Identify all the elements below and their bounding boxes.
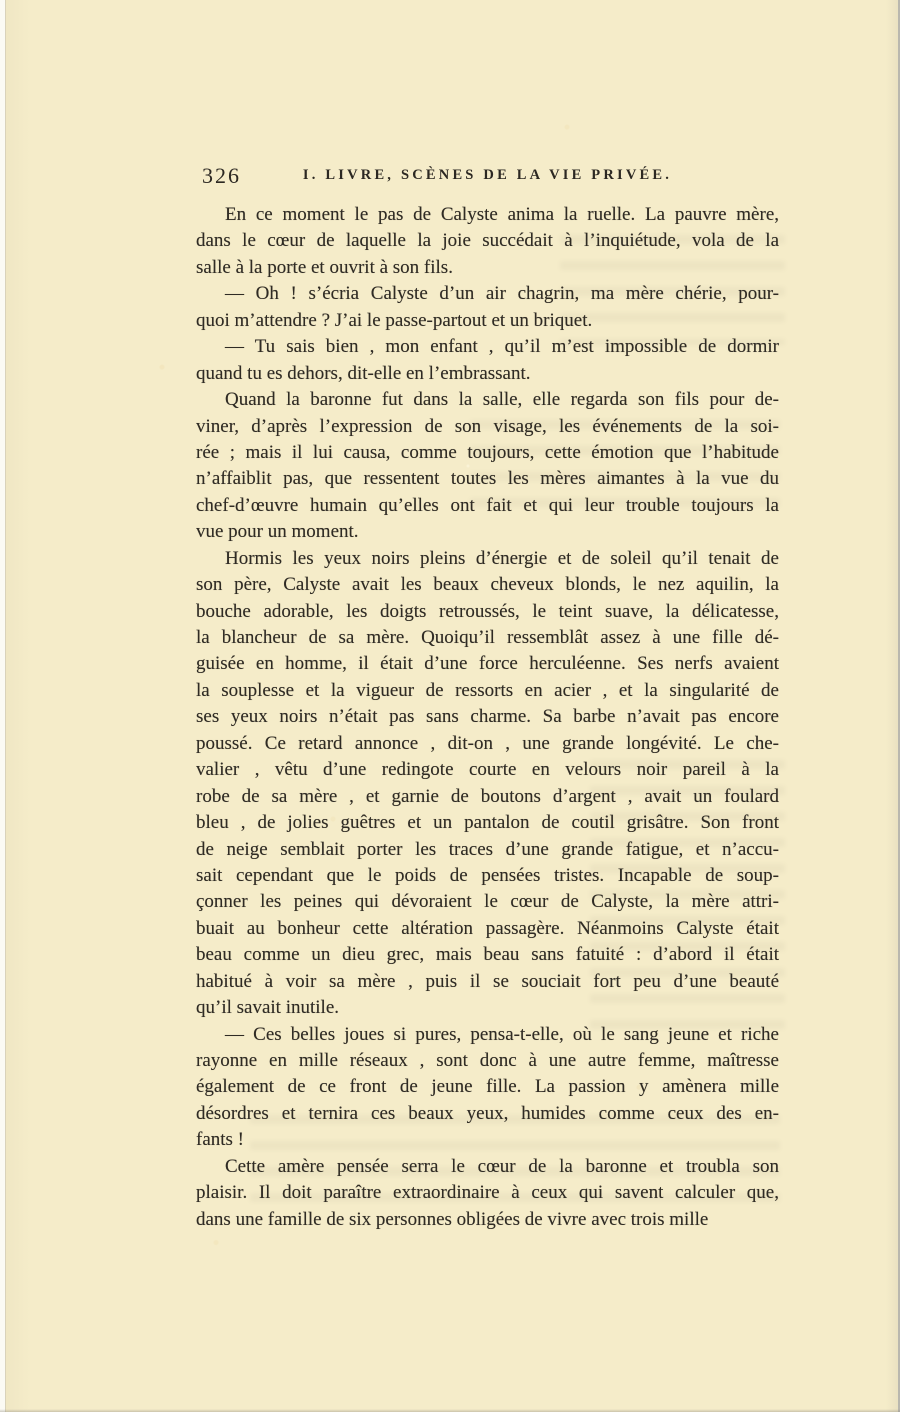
text-line: bleu , de jolies guêtres et un pantalon de coutil grisâtre. Son front xyxy=(196,812,779,834)
text-line: de neige semblait porter les traces d’une grande fatigue, et n’accu- xyxy=(196,838,779,860)
text-line: également de ce front de jeune fille. La passion y amènera mille xyxy=(196,1076,779,1098)
text-line: viner, d’après l’expression de son visage, les événements de la soi- xyxy=(196,415,779,437)
text-line: guisée en homme, il était d’une force herculéenne. Ses nerfs avaient xyxy=(196,653,779,675)
text-column xyxy=(196,163,779,1233)
page-number: 326 xyxy=(202,163,241,188)
text-line: poussé. Ce retard annonce , dit-on , une grande longévité. Le che- xyxy=(196,732,779,754)
text-line: plaisir. Il doit paraître extraordinaire à ceux qui savent calculer que, xyxy=(196,1182,779,1204)
text-line: — Oh ! s’écria Calyste d’un air chagrin, ma mère chérie, pour- xyxy=(225,283,779,305)
text-line: quoi m’attendre ? J’ai le passe-partout et un briquet. xyxy=(196,309,593,331)
text-line: la souplesse et la vigueur de ressorts en acier , et la singularité de xyxy=(196,679,779,701)
text-line: dans une famille de six personnes obligées de vivre avec trois mille xyxy=(196,1208,709,1230)
paragraph xyxy=(196,387,779,546)
paragraph xyxy=(196,546,779,1022)
text-line: Quand la baronne fut dans la salle, elle regarda son fils pour de- xyxy=(225,389,779,411)
paragraph xyxy=(196,281,779,334)
text-line: robe de sa mère , et garnie de boutons d’argent , avait un foulard xyxy=(196,785,779,807)
text-line: son père, Calyste avait les beaux cheveux blonds, le nez aquilin, la xyxy=(196,574,779,596)
text-line: — Ces belles joues si pures, pensa-t-elle, où le sang jeune et riche xyxy=(225,1023,779,1045)
scan-left-edge xyxy=(0,0,6,1412)
text-line: désordres et ternira ces beaux yeux, humides comme ceux des en- xyxy=(196,1102,779,1124)
running-header xyxy=(196,163,779,202)
text-line: Cette amère pensée serra le cœur de la baronne et troubla son xyxy=(225,1155,779,1177)
text-line: buait au bonheur cette altération passagère. Néanmoins Calyste était xyxy=(196,917,779,939)
body-text xyxy=(196,202,779,1233)
paragraph xyxy=(196,1022,779,1154)
text-line: En ce moment le pas de Calyste anima la ruelle. La pauvre mère, xyxy=(225,204,779,225)
text-line: n’affaiblit pas, que ressentent toutes les mères aimantes à la vue du xyxy=(196,468,779,490)
text-line: vue pour un moment. xyxy=(196,521,359,543)
text-line: chef-d’œuvre humain qu’elles ont fait et qui leur trouble toujours la xyxy=(196,494,779,516)
paragraph xyxy=(196,334,779,387)
text-line: valier , vêtu d’une redingote courte en velours noir pareil à la xyxy=(196,759,779,781)
text-line: Hormis les yeux noirs pleins d’énergie et de soleil qu’il tenait de xyxy=(225,547,779,569)
paragraph xyxy=(196,202,779,281)
text-line: rée ; mais il lui causa, comme toujours, cette émotion que l’habitude xyxy=(196,441,779,463)
paragraph xyxy=(196,1154,779,1233)
text-line: sait cependant que le poids de pensées tristes. Incapable de soup- xyxy=(196,864,779,886)
text-line: ses yeux noirs n’était pas sans charme. Sa barbe n’avait pas encore xyxy=(196,706,779,728)
text-line: rayonne en mille réseaux , sont donc à une autre femme, maîtresse xyxy=(196,1050,779,1071)
text-line: bouche adorable, les doigts retroussés, le teint suave, la délicatesse, xyxy=(196,600,779,622)
text-line: çonner les peines qui dévoraient le cœur de Calyste, la mère attri- xyxy=(196,891,779,913)
text-line: fants ! xyxy=(196,1129,245,1151)
text-line: salle à la porte et ouvrit à son fils. xyxy=(196,256,453,278)
text-line: la blancheur de sa mère. Quoiqu’il ressemblât assez à une fille dé- xyxy=(196,627,779,648)
text-line: quand tu es dehors, dit-elle en l’embrassant. xyxy=(196,362,531,384)
text-line: dans le cœur de laquelle la joie succédait à l’inquiétude, vola de la xyxy=(196,230,779,252)
running-header-title: I. LIVRE, SCÈNES DE LA VIE PRIVÉE. xyxy=(302,167,673,183)
text-line: — Tu sais bien , mon enfant , qu’il m’est impossible de dormir xyxy=(225,336,779,358)
text-line: qu’il savait inutile. xyxy=(196,997,340,1019)
text-line: beau comme un dieu grec, mais beau sans fatuité : d’abord il était xyxy=(196,944,779,966)
text-line: habitué à voir sa mère , puis il se souciait fort peu d’une beauté xyxy=(196,970,779,992)
